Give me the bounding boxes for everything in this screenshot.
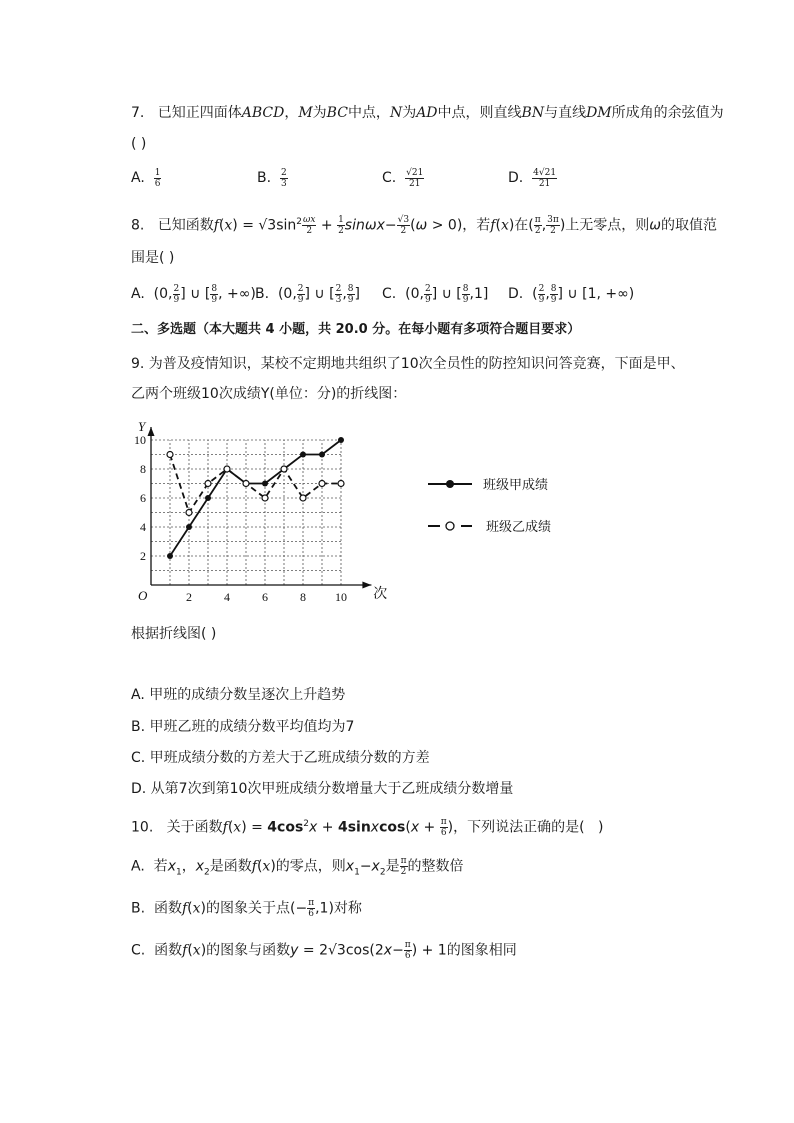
q8-option-c: C. (0, $\frac{2}{9}$ ] ∪ [ $\frac{8}{9}$ ,1] [382,283,489,305]
q9-stem: 9. 为普及疫情知识，某校不定期地共组织了10次全员性的防控知识问答竞赛，下面是甲、 [131,356,685,372]
series-1-point [167,553,173,559]
x-tick-label: 6 [262,590,268,604]
x-axis-arrow [362,582,371,589]
series-2-point [281,466,287,472]
series-2-point [224,466,230,472]
y-axis-arrow [148,427,155,436]
x-tick-label: 8 [300,590,306,604]
y-tick-label: 8 [140,462,146,476]
q9-option-b: B. 甲班乙班的成绩分数平均值均为7 [131,719,355,735]
origin-label: O [138,588,148,603]
q7-option-b: B. $\frac{2}{3}$ [257,167,287,189]
q7-option-d: D. $\frac{4√21}{21}$ [508,167,557,189]
series-1-point [319,452,325,458]
series-2-point [300,495,306,501]
y-tick-label: 2 [140,549,146,563]
x-axis-label: 次 [373,587,388,602]
q8-stem: 8. 已知函数$f(x) = √3\sin^2$ $\frac{\omega x}{2}$ + $\frac{1}{2}$ sinωx− $\frac{√3}{2}$ (ω > 0)，若f(x)在( $\frac{\pi}{2}$ , $\frac{3\pi}{2}$ )上无零点，则ω的取值范 [131,215,718,237]
y-axis-label: Y [138,418,146,434]
series-2-point [319,481,325,487]
score-line-chart [131,414,571,610]
q10-option-a: A. 若$x_1$，$x_2$是函数f(x)的零点，则$x_1-x_2$是 $\frac{\pi}{2}$ 的整数倍 [131,856,464,878]
q7-paren: ( ) [131,136,147,152]
legend-marker [446,522,454,530]
q8-stem2: 围是( ) [131,250,175,266]
series-1-point [205,495,211,501]
q7-option-c: C. $\frac{√21}{21}$ [382,167,424,189]
q10-option-b: B. 函数f(x)的图象关于点(− $\frac{\pi}{6}$ ,1)对称 [131,898,362,919]
x-tick-label: 4 [224,590,230,604]
series-1-point [338,437,344,443]
y-tick-label: 6 [140,491,146,505]
series-2-point [205,481,211,487]
series-2-point [186,510,192,516]
legend-label: 班级乙成绩 [486,519,552,534]
y-tick-label: 4 [140,520,146,534]
series-2-point [167,452,173,458]
series-2-point [243,481,249,487]
series-1-point [300,452,306,458]
x-tick-label: 10 [335,590,347,604]
q8-option-d: D. ( $\frac{2}{9}$ , $\frac{8}{9}$ ] ∪ [1, +∞) [508,283,635,305]
chart-grid [151,440,341,585]
q9-stem2: 乙两个班级10次成绩Y(单位：分)的折线图： [131,386,407,402]
series-1-point [186,524,192,530]
x-tick-label: 2 [186,590,192,604]
series-2-point [262,495,268,501]
chart-ticks [134,433,347,604]
q8-option-a: A. (0, $\frac{2}{9}$ ] ∪ [ $\frac{8}{9}$ , +∞) [131,283,256,305]
q8-option-b: B. (0, $\frac{2}{9}$ ] ∪ [ $\frac{2}{3}$ , $\frac{8}{9}$ ] [255,283,360,305]
q9-option-d: D. 从第7次到第10次甲班成绩分数增量大于乙班成绩分数增量 [131,781,514,797]
legend-marker [446,480,454,488]
series-2-point [338,481,344,487]
legend-label: 班级甲成绩 [483,477,549,492]
chart-axes [138,419,387,603]
q7-stem-text: 7. 已知正四面体ABCD，M为BC中点，N为AD中点，则直线BN与直线DM所成角的余弦值为 [131,105,724,121]
q9-option-c: C. 甲班成绩分数的方差大于乙班成绩分数的方差 [131,750,430,766]
chart-legend [428,477,551,534]
q10-stem: 10. 关于函数$f(x) = 4\cos^2x$ + 4sinxcos(x + $\frac{\pi}{6}$ )，下列说法正确的是( ) [131,817,604,839]
q7-stem [131,103,724,123]
q9-after: 根据折线图( ) [131,626,217,642]
q10-option-c: C. 函数f(x)的图象与函数y = 2√3cos(2x− $\frac{\pi}{6}$ ) + 1的图象相同 [131,940,517,961]
q9-option-a: A. 甲班的成绩分数呈逐次上升趋势 [131,687,346,703]
section-heading: 二、多选题（本大题共 4 小题，共 20.0 分。在每小题有多项符合题目要求） [131,322,581,337]
y-tick-label: 10 [134,433,146,447]
q7-option-a: A. $\frac{1}{6}$ [131,167,161,189]
series-1-point [262,481,268,487]
